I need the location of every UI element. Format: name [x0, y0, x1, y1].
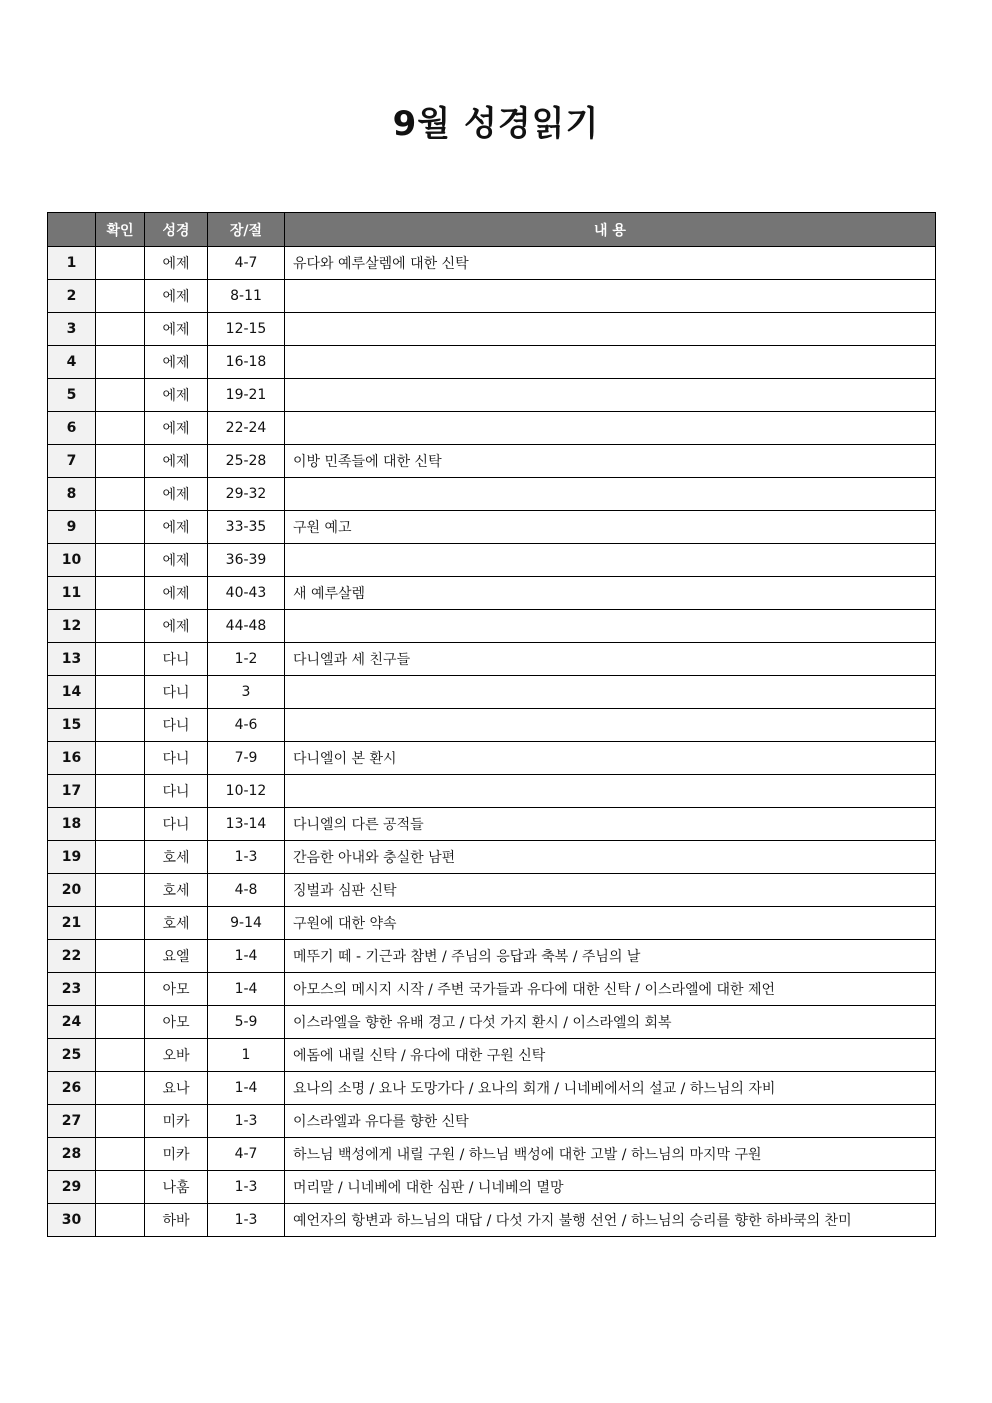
- header-check: 확인: [96, 213, 145, 247]
- check-cell[interactable]: [96, 247, 145, 280]
- table-row: [48, 1204, 936, 1237]
- check-cell[interactable]: [96, 544, 145, 577]
- check-cell[interactable]: [96, 1138, 145, 1171]
- chapter-cell: 4-6: [208, 709, 285, 742]
- book-cell: 나훔: [145, 1171, 208, 1204]
- check-cell[interactable]: [96, 808, 145, 841]
- chapter-cell: 22-24: [208, 412, 285, 445]
- day-number: 26: [48, 1072, 96, 1105]
- table-row: [48, 643, 936, 676]
- book-cell: 호세: [145, 874, 208, 907]
- table-row: [48, 511, 936, 544]
- day-number: 2: [48, 280, 96, 313]
- chapter-cell: 33-35: [208, 511, 285, 544]
- content-cell: 머리말 / 니네베에 대한 심판 / 니네베의 멸망: [285, 1171, 936, 1204]
- content-cell: [285, 346, 936, 379]
- content-cell: [285, 280, 936, 313]
- check-cell[interactable]: [96, 610, 145, 643]
- content-cell: 하느님 백성에게 내릴 구원 / 하느님 백성에 대한 고발 / 하느님의 마지막 구원: [285, 1138, 936, 1171]
- content-cell: [285, 412, 936, 445]
- chapter-cell: 40-43: [208, 577, 285, 610]
- header-number: [48, 213, 96, 247]
- day-number: 24: [48, 1006, 96, 1039]
- check-cell[interactable]: [96, 907, 145, 940]
- check-cell[interactable]: [96, 1171, 145, 1204]
- check-cell[interactable]: [96, 1204, 145, 1237]
- content-cell: 메뚜기 떼 - 기근과 참변 / 주님의 응답과 축복 / 주님의 날: [285, 940, 936, 973]
- check-cell[interactable]: [96, 478, 145, 511]
- book-cell: 오바: [145, 1039, 208, 1072]
- check-cell[interactable]: [96, 379, 145, 412]
- book-cell: 하바: [145, 1204, 208, 1237]
- book-cell: 다니: [145, 709, 208, 742]
- content-cell: 예언자의 항변과 하느님의 대답 / 다섯 가지 불행 선언 / 하느님의 승리를 향한 하바쿡의 찬미: [285, 1204, 936, 1237]
- book-cell: 다니: [145, 643, 208, 676]
- book-cell: 요엘: [145, 940, 208, 973]
- check-cell[interactable]: [96, 1105, 145, 1138]
- day-number: 3: [48, 313, 96, 346]
- chapter-cell: 12-15: [208, 313, 285, 346]
- chapter-cell: 16-18: [208, 346, 285, 379]
- book-cell: 미카: [145, 1138, 208, 1171]
- chapter-cell: 1-3: [208, 1171, 285, 1204]
- book-cell: 다니: [145, 775, 208, 808]
- table-row: [48, 1072, 936, 1105]
- table-row: [48, 1039, 936, 1072]
- book-cell: 다니: [145, 676, 208, 709]
- book-cell: 미카: [145, 1105, 208, 1138]
- table-row: [48, 577, 936, 610]
- table-row: [48, 973, 936, 1006]
- chapter-cell: 1: [208, 1039, 285, 1072]
- day-number: 16: [48, 742, 96, 775]
- book-cell: 에제: [145, 544, 208, 577]
- reading-plan-table: [47, 212, 936, 1237]
- table-row: [48, 412, 936, 445]
- content-cell: 이스라엘과 유다를 향한 신탁: [285, 1105, 936, 1138]
- book-cell: 에제: [145, 511, 208, 544]
- check-cell[interactable]: [96, 1072, 145, 1105]
- book-cell: 에제: [145, 280, 208, 313]
- day-number: 10: [48, 544, 96, 577]
- table-row: [48, 940, 936, 973]
- chapter-cell: 36-39: [208, 544, 285, 577]
- check-cell[interactable]: [96, 841, 145, 874]
- day-number: 27: [48, 1105, 96, 1138]
- check-cell[interactable]: [96, 742, 145, 775]
- header-book: 성경: [145, 213, 208, 247]
- table-row: [48, 445, 936, 478]
- content-cell: 이방 민족들에 대한 신탁: [285, 445, 936, 478]
- chapter-cell: 4-8: [208, 874, 285, 907]
- table-row: [48, 1105, 936, 1138]
- table-body: [48, 247, 936, 1237]
- chapter-cell: 1-4: [208, 1072, 285, 1105]
- content-cell: 아모스의 메시지 시작 / 주변 국가들과 유다에 대한 신탁 / 이스라엘에 대한 제언: [285, 973, 936, 1006]
- table-row: [48, 709, 936, 742]
- chapter-cell: 4-7: [208, 247, 285, 280]
- day-number: 11: [48, 577, 96, 610]
- check-cell[interactable]: [96, 280, 145, 313]
- day-number: 29: [48, 1171, 96, 1204]
- check-cell[interactable]: [96, 940, 145, 973]
- chapter-cell: 9-14: [208, 907, 285, 940]
- check-cell[interactable]: [96, 643, 145, 676]
- content-cell: 에돔에 내릴 신탁 / 유다에 대한 구원 신탁: [285, 1039, 936, 1072]
- check-cell[interactable]: [96, 412, 145, 445]
- check-cell[interactable]: [96, 775, 145, 808]
- check-cell[interactable]: [96, 313, 145, 346]
- chapter-cell: 1-3: [208, 1204, 285, 1237]
- check-cell[interactable]: [96, 511, 145, 544]
- content-cell: 구원 예고: [285, 511, 936, 544]
- table-row: [48, 1138, 936, 1171]
- check-cell[interactable]: [96, 874, 145, 907]
- day-number: 5: [48, 379, 96, 412]
- table-row: [48, 1006, 936, 1039]
- chapter-cell: 29-32: [208, 478, 285, 511]
- day-number: 21: [48, 907, 96, 940]
- table-row: [48, 841, 936, 874]
- chapter-cell: 7-9: [208, 742, 285, 775]
- content-cell: [285, 676, 936, 709]
- day-number: 30: [48, 1204, 96, 1237]
- book-cell: 다니: [145, 808, 208, 841]
- book-cell: 에제: [145, 313, 208, 346]
- day-number: 28: [48, 1138, 96, 1171]
- content-cell: 다니엘이 본 환시: [285, 742, 936, 775]
- chapter-cell: 1-4: [208, 940, 285, 973]
- check-cell[interactable]: [96, 346, 145, 379]
- chapter-cell: 1-2: [208, 643, 285, 676]
- table-row: [48, 742, 936, 775]
- chapter-cell: 1-4: [208, 973, 285, 1006]
- header-chapter: 장/절: [208, 213, 285, 247]
- check-cell[interactable]: [96, 577, 145, 610]
- book-cell: 요나: [145, 1072, 208, 1105]
- content-cell: 다니엘의 다른 공적들: [285, 808, 936, 841]
- table-row: [48, 346, 936, 379]
- day-number: 6: [48, 412, 96, 445]
- chapter-cell: 19-21: [208, 379, 285, 412]
- page-title: 9월 성경읽기: [392, 104, 600, 144]
- check-cell[interactable]: [96, 676, 145, 709]
- table-row: [48, 907, 936, 940]
- day-number: 14: [48, 676, 96, 709]
- chapter-cell: 8-11: [208, 280, 285, 313]
- day-number: 20: [48, 874, 96, 907]
- check-cell[interactable]: [96, 1006, 145, 1039]
- chapter-cell: 13-14: [208, 808, 285, 841]
- day-number: 22: [48, 940, 96, 973]
- day-number: 23: [48, 973, 96, 1006]
- book-cell: 호세: [145, 907, 208, 940]
- content-cell: [285, 775, 936, 808]
- day-number: 4: [48, 346, 96, 379]
- book-cell: 다니: [145, 742, 208, 775]
- table-row: [48, 775, 936, 808]
- table-row: [48, 1171, 936, 1204]
- table-row: [48, 478, 936, 511]
- table-row: [48, 313, 936, 346]
- book-cell: 에제: [145, 445, 208, 478]
- table-row: [48, 379, 936, 412]
- check-cell[interactable]: [96, 445, 145, 478]
- book-cell: 에제: [145, 379, 208, 412]
- chapter-cell: 4-7: [208, 1138, 285, 1171]
- content-cell: [285, 478, 936, 511]
- day-number: 18: [48, 808, 96, 841]
- book-cell: 아모: [145, 973, 208, 1006]
- day-number: 7: [48, 445, 96, 478]
- content-cell: [285, 610, 936, 643]
- content-cell: 새 예루살렘: [285, 577, 936, 610]
- book-cell: 에제: [145, 577, 208, 610]
- content-cell: 구원에 대한 약속: [285, 907, 936, 940]
- day-number: 12: [48, 610, 96, 643]
- content-cell: 유다와 예루살렘에 대한 신탁: [285, 247, 936, 280]
- book-cell: 에제: [145, 610, 208, 643]
- content-cell: 간음한 아내와 충실한 남편: [285, 841, 936, 874]
- chapter-cell: 1-3: [208, 1105, 285, 1138]
- day-number: 1: [48, 247, 96, 280]
- check-cell[interactable]: [96, 973, 145, 1006]
- content-cell: 다니엘과 세 친구들: [285, 643, 936, 676]
- book-cell: 에제: [145, 346, 208, 379]
- book-cell: 에제: [145, 478, 208, 511]
- table-row: [48, 280, 936, 313]
- content-cell: [285, 379, 936, 412]
- day-number: 13: [48, 643, 96, 676]
- chapter-cell: 44-48: [208, 610, 285, 643]
- content-cell: 이스라엘을 향한 유배 경고 / 다섯 가지 환시 / 이스라엘의 회복: [285, 1006, 936, 1039]
- book-cell: 호세: [145, 841, 208, 874]
- table-row: [48, 808, 936, 841]
- table-row: [48, 676, 936, 709]
- chapter-cell: 1-3: [208, 841, 285, 874]
- content-cell: [285, 544, 936, 577]
- table-row: [48, 247, 936, 280]
- book-cell: 에제: [145, 247, 208, 280]
- content-cell: [285, 313, 936, 346]
- day-number: 17: [48, 775, 96, 808]
- day-number: 8: [48, 478, 96, 511]
- table-row: [48, 544, 936, 577]
- table-row: [48, 874, 936, 907]
- content-cell: [285, 709, 936, 742]
- table-header-row: [48, 213, 936, 247]
- day-number: 19: [48, 841, 96, 874]
- check-cell[interactable]: [96, 709, 145, 742]
- check-cell[interactable]: [96, 1039, 145, 1072]
- day-number: 25: [48, 1039, 96, 1072]
- chapter-cell: 5-9: [208, 1006, 285, 1039]
- day-number: 9: [48, 511, 96, 544]
- content-cell: 요나의 소명 / 요나 도망가다 / 요나의 회개 / 니네베에서의 설교 / 하느님의 자비: [285, 1072, 936, 1105]
- day-number: 15: [48, 709, 96, 742]
- content-cell: 징벌과 심판 신탁: [285, 874, 936, 907]
- chapter-cell: 10-12: [208, 775, 285, 808]
- chapter-cell: 25-28: [208, 445, 285, 478]
- book-cell: 에제: [145, 412, 208, 445]
- table-row: [48, 610, 936, 643]
- chapter-cell: 3: [208, 676, 285, 709]
- header-content: 내 용: [285, 213, 936, 247]
- book-cell: 아모: [145, 1006, 208, 1039]
